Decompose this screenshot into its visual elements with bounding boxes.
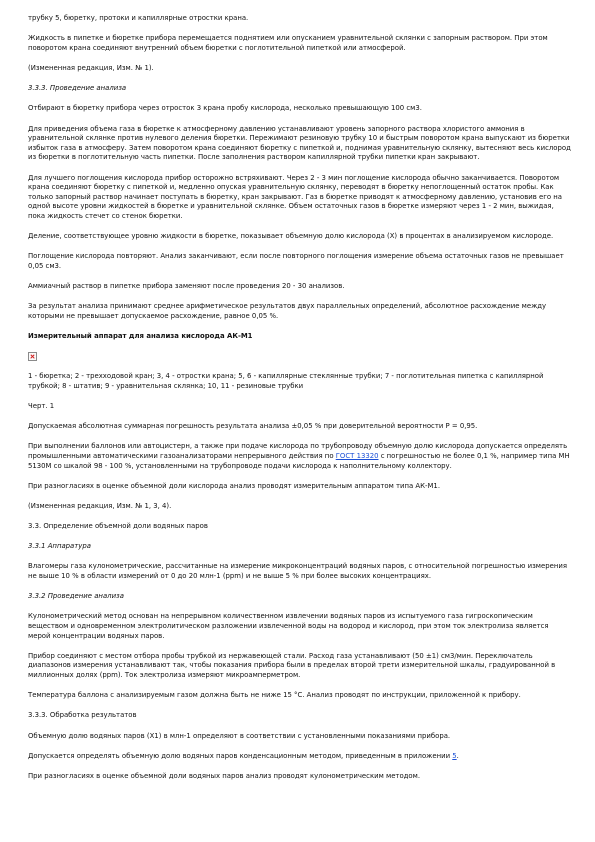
paragraph-oxygen-fraction: Деление, соответствующее уровню жидкости в бюретке, показывает объемную долю кислорода (X) в процентах в анализируемом кислороде. [28, 232, 554, 241]
paragraph-pressure-equalization: Для приведения объема газа в бюретке к атмосферному давлению устанавливают уровень запорного раствора хлористого аммония в уравнительной склянке против нулевого деления бюретки. Пережимают резиновую трубку 10 и быстрым поворотом крана выпускают из бюретки избыток газа в атмосферу. Затем поворотом крана соединяют бюретку с пипеткой и, поднимая уравнительную склянку, вытесняют весь кислород из бюретки в поглотительную часть пипетки. После заполнения раствором капиллярной трубки пипетки кран закрывают. [28, 124, 571, 162]
paragraph-automatic-analyzers-text-a: При выполнении баллонов или автоцистерн, а также при подаче кислорода по трубопроводу объемную долю кислорода допускается определять промышленными автоматическими газоанализаторами непрерывного действия по [28, 442, 568, 460]
appendix-5-link[interactable]: 5 [452, 751, 457, 760]
amendment-note-1: (Измененная редакция, Изм. № 1). [28, 63, 154, 72]
paragraph-condensation-method-text-b: . [456, 751, 459, 760]
paragraph-condensation-method-text-a: Допускается определять объемную долю водяных паров конденсационным методом, приведенным в приложении [28, 751, 453, 760]
paragraph-repeat-absorption: Поглощение кислорода повторяют. Анализ заканчивают, если после повторного поглощения измерение объема остаточных газов не превышает 0,05 см3. [28, 252, 564, 270]
paragraph-absorption: Для лучшего поглощения кислорода прибор осторожно встряхивают. Через 2 - 3 мин поглощение кислорода обычно заканчивается. Поворотом крана соединяют бюретку с пипеткой и, медленно опуская уравнительную склянку, переводят в бюретку непоглощенный остаток пробы. Как только запорный раствор начинает поступать в бюретку, кран закрывают. Газ в бюретке приводят к атмосферному давлению, установив его на одной высоте уровни жидкостей в бюретке и уравнительной склянке. Объем остаточных газов в бюретке измеряют через 1 - 2 мин, выжидая, пока жидкость стечет со стенок бюретки. [28, 173, 562, 220]
subsection-heading-results: 3.3.3. Обработка результатов [28, 711, 137, 720]
subsection-heading-analysis: 3.3.2 Проведение анализа [28, 592, 124, 601]
paragraph-condensation-method [28, 752, 571, 762]
figure-legend: 1 - бюретка; 2 - трехходовой кран; 3, 4 - отростки крана; 5, 6 - капиллярные стеклянные трубки; 7 - поглотительная пипетка с капиллярной трубкой; 8 - штатив; 9 - уравнительная склянка; 10, 11 - резиновые трубки [28, 372, 544, 390]
gost-13320-link[interactable]: ГОСТ 13320 [335, 451, 379, 460]
section-heading-analysis: 3.3.3. Проведение анализа [28, 84, 127, 93]
paragraph-coulometric-method: Кулонометрический метод основан на непрерывном количественном извлечении водяных паров из испытуемого газа гигроскопическим веществом и одновременном электролитическом разложении извлеченной воды на водород и кислород, при этом ток электролиза является мерой концентрации водяных паров. [28, 612, 549, 640]
paragraph-sampling: Отбирают в бюретку прибора через отросток 3 крана пробу кислорода, несколько превышающую 100 см3. [28, 104, 422, 113]
amendment-note-2: (Измененная редакция, Изм. № 1, 3, 4). [28, 501, 172, 510]
broken-image-icon [28, 352, 37, 361]
paragraph-result: За результат анализа принимают среднее арифметическое результатов двух параллельных определений, абсолютное расхождение между которыми не превышает допускаемое расхождение, равное 0,05 %. [28, 302, 547, 320]
paragraph-dispute-oxygen: При разногласиях в оценке объемной доли кислорода анализ проводят измерительным аппаратом типа АК-М1. [28, 481, 441, 490]
paragraph-water-fraction: Объемную долю водяных паров (Х1) в млн-1 определяют в соответствии с установленными показаниями прибора. [28, 731, 451, 740]
paragraph-automatic-analyzers-text-b: с погрешностью не более 0,1 %, например типа МН 5130М со шкалой 98 - 100 %, установленными на трубопроводе подачи кислорода к наполнительному коллектору. [28, 451, 570, 470]
paragraph-temperature: Температура баллона с анализируемым газом должна быть не ниже 15 °С. Анализ проводят по инструкции, приложенной к прибору. [28, 691, 521, 700]
paragraph-tubes: трубку 5, бюретку, протоки и капиллярные отростки крана. [28, 14, 249, 22]
paragraph-device-connection: Прибор соединяют с местом отбора пробы трубкой из нержавеющей стали. Расход газа устанавливают (50 ±1) см3/мин. Переключатель диапазонов измерения устанавливают так, чтобы показания прибора были в пределах второй трети измерительной шкалы, градуированной в миллионных долях (ppm). Ток электролиза измеряют микроамперметром. [28, 651, 556, 679]
paragraph-solution-replacement: Аммиачный раствор в пипетке прибора заменяют после проведения 20 - 30 анализов. [28, 282, 345, 291]
section-heading-water-vapor: 3.3. Определение объемной доли водяных паров [28, 522, 208, 531]
figure-title: Измерительный аппарат для анализа кислорода АК-М1 [28, 332, 253, 340]
paragraph-error-tolerance: Допускаемая абсолютная суммарная погрешность результата анализа ±0,05 % при доверительной вероятности P = 0,95. [28, 422, 478, 431]
paragraph-automatic-analyzers [28, 442, 571, 471]
paragraph-dispute-water: При разногласиях в оценке объемной доли водяных паров анализ проводят кулонометрическим методом. [28, 771, 421, 780]
figure-caption: Черт. 1 [28, 401, 55, 410]
paragraph-liquid-movement: Жидкость в пипетке и бюретке прибора перемещается поднятием или опусканием уравнительной склянки с запорным раствором. При этом поворотом крана соединяют внутренний объем бюретки с поглотительной пипеткой или атмосферой. [28, 34, 548, 52]
paragraph-hygrometers: Влагомеры газа кулонометрические, рассчитанные на измерение микроконцентраций водяных паров, с относительной погрешностью измерения не выше 10 % в области измерений от 0 до 20 млн-1 (ppm) и не выше 5 % при более высоких концентрациях. [28, 562, 567, 581]
subsection-heading-equipment: 3.3.1 Аппаратура [28, 542, 91, 551]
